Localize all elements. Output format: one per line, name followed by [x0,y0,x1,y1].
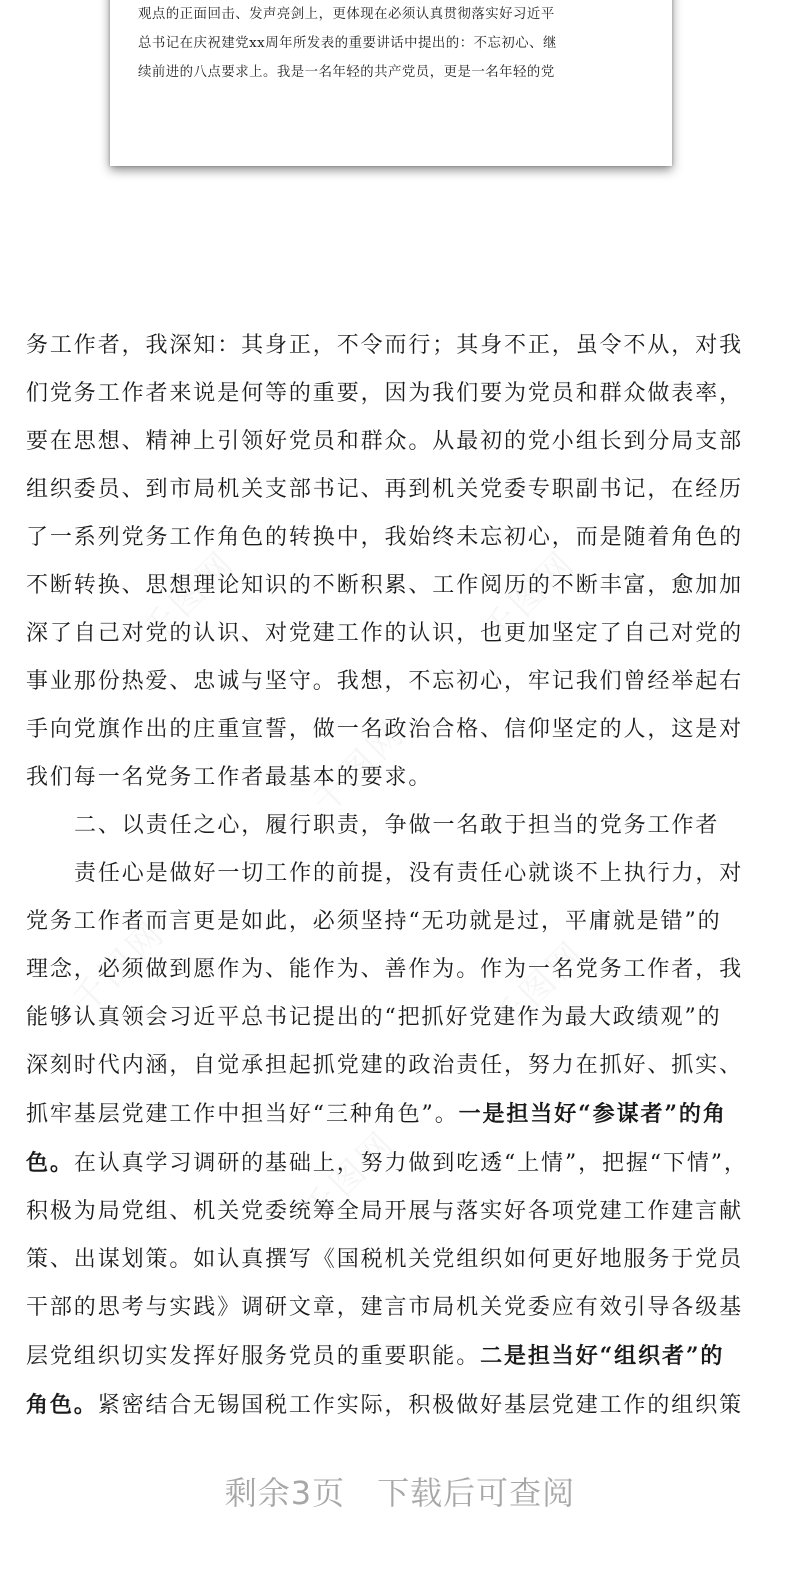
paragraph-line: 组织委员、到市局机关支部书记、再到机关党委专职副书记，在经历 [26,477,744,502]
paragraph-line: 积极为局党组、机关党委统筹全局开展与落实好各项党建工作建言献 [26,1199,744,1224]
paragraph-line: 不断转换、思想理论知识的不断积累、工作阅历的不断丰富，愈加加 [26,573,744,598]
paragraph-line: 深了自己对党的认识、对党建工作的认识，也更加坚定了自己对党的 [26,621,744,646]
card-text-line: 续前进的八点要求上。我是一名年轻的共产党员，更是一名年轻的党 [138,65,555,80]
bold-emphasis: 一是担当好“参谋者”的角 [458,1101,727,1127]
paragraph-line: 事业那份热爱、忠诚与坚守。我想，不忘初心，牢记我们曾经举起右 [26,669,744,694]
watermark-graphic: 千图网 [485,932,594,1042]
paragraph-line: 干部的思考与实践》调研文章，建言市局机关党委应有效引导各级基 [26,1295,744,1320]
paragraph-line: 们党务工作者来说是何等的重要，因为我们要为党员和群众做表率， [26,381,744,406]
paragraph-line [26,1332,776,1381]
line-text: 在认真学习调研的基础上，努力做到吃透“上情”，把握“下情”， [73,1151,748,1176]
bold-emphasis: 色。 [26,1150,74,1176]
paragraph-line: 能够认真领会习近平总书记提出的“把抓好党建作为最大政绩观”的 [26,1005,722,1030]
watermark-graphic: 千图网 [135,542,244,652]
document-body [26,322,776,1430]
card-text-line: 观点的正面回击、发声亮剑上，更体现在必须认真贯彻落实好习近平 [138,7,555,22]
remaining-pages-label: 剩余3页 [224,1474,346,1512]
paragraph-line: 了一系列党务工作角色的转换中，我始终未忘初心，而是随着角色的 [26,525,744,550]
line-text: 抓牢基层党建工作中担当好“三种角色”。 [26,1102,459,1127]
line-text: 紧密结合无锡国税工作实际，积极做好基层党建工作的组织策 [97,1393,744,1418]
paragraph-line: 手向党旗作出的庄重宣誓，做一名政治合格、信仰坚定的人，这是对 [26,717,744,742]
paragraph-line: 理念，必须做到愿作为、能作为、善作为。作为一名党务工作者，我 [26,957,744,982]
section-heading: 二、以责任之心，履行职责，争做一名敢于担当的党务工作者 [74,813,720,838]
paragraph-line: 责任心是做好一切工作的前提，没有责任心就谈不上执行力，对 [74,861,744,886]
paragraph-line [26,1090,776,1139]
watermark-graphic: 千图网 [65,912,174,1022]
watermark-graphic: 千图网 [475,542,584,652]
paragraph-line: 党务工作者而言更是如此，必须坚持“无功就是过，平庸就是错”的 [26,909,722,934]
bold-emphasis: 二是担当好“组织者”的 [480,1343,725,1369]
line-text: 层党组织切实发挥好服务党员的重要职能。 [26,1344,481,1369]
bold-emphasis: 角色。 [26,1392,98,1418]
card-text-line: 总书记在庆祝建党xx周年所发表的重要讲话中提出的：不忘初心、继 [138,36,557,51]
remaining-pages-banner[interactable] [0,1468,800,1514]
preview-page-card [110,0,672,166]
paragraph-line: 深刻时代内涵，自觉承担起抓党建的政治责任，努力在抓好、抓实、 [26,1053,744,1078]
paragraph-line: 我们每一名党务工作者最基本的要求。 [26,765,433,790]
watermark-graphic: 千图网 [295,1122,404,1232]
paragraph-line [26,1139,776,1188]
paragraph-line: 务工作者，我深知：其身正，不令而行；其身不正，虽令不从，对我 [26,333,744,358]
download-hint-label: 下载后可查阅 [377,1474,576,1512]
paragraph-line: 要在思想、精神上引领好党员和群众。从最初的党小组长到分局支部 [26,429,744,454]
paragraph-line: 策、出谋划策。如认真撰写《国税机关党组织如何更好地服务于党员 [26,1247,744,1272]
watermark-graphic: 千图网 [305,712,414,822]
paragraph-line [26,1381,776,1430]
